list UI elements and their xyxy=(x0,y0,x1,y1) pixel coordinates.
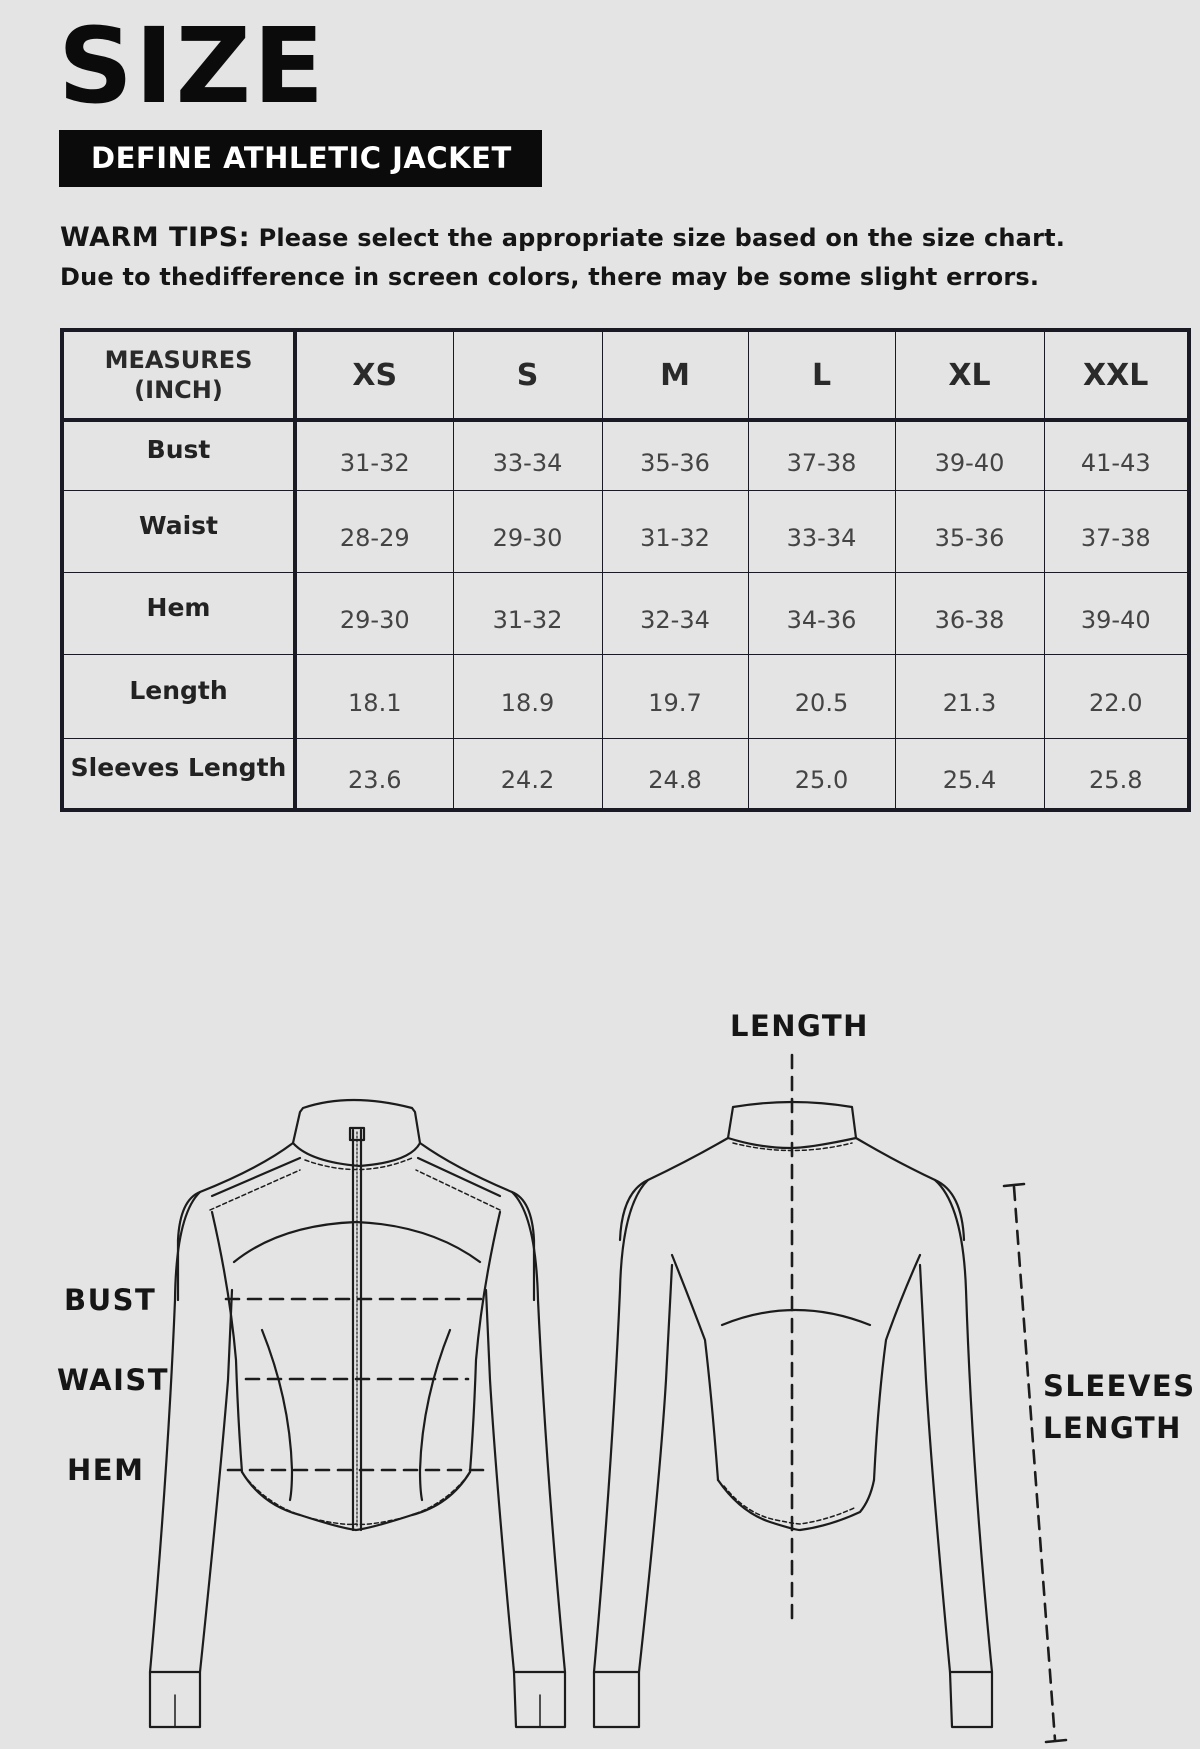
cell-value: 25.4 xyxy=(942,766,997,795)
warm-tips-text: Please select the appropriate size based on the size chart. xyxy=(258,224,1066,252)
length-label: LENGTH xyxy=(730,1009,869,1043)
cell-value: 21.3 xyxy=(942,689,997,717)
cell-value: 37-38 xyxy=(786,448,857,477)
waist-label: WAIST xyxy=(57,1363,170,1397)
row-label: Sleeves Length xyxy=(70,752,287,782)
cell-value: 18.9 xyxy=(500,689,555,717)
cell-value: 20.5 xyxy=(794,689,849,717)
cell-value: 37-38 xyxy=(1080,524,1151,552)
hem-label: HEM xyxy=(67,1453,145,1487)
measures-header-line-1: MEASURES xyxy=(104,346,253,374)
size-header-l: L xyxy=(748,330,895,420)
cell-value: 35-36 xyxy=(934,524,1005,552)
warm-tips-text-2: Due to thedifference in screen colors, there may be some slight errors. xyxy=(60,263,1040,291)
cell-value: 29-30 xyxy=(492,524,563,552)
cell-value: 25.8 xyxy=(1089,766,1143,795)
size-header-xs: XS xyxy=(295,330,453,420)
cell-value: 41-43 xyxy=(1080,448,1151,477)
cell-value: 32-34 xyxy=(640,606,710,634)
cell-value: 33-34 xyxy=(492,448,563,477)
cell-value: 24.8 xyxy=(648,766,702,795)
cell-value: 25.0 xyxy=(794,766,849,795)
measurement-guides xyxy=(226,1055,1055,1740)
cell-value: 31-32 xyxy=(339,448,410,477)
product-name-banner: DEFINE ATHLETIC JACKET xyxy=(59,130,542,187)
row-label: Hem xyxy=(146,592,211,622)
size-header-xxl: XXL xyxy=(1044,330,1189,420)
cell-value: 39-40 xyxy=(934,448,1005,477)
cell-value: 23.6 xyxy=(348,766,402,795)
cell-value: 39-40 xyxy=(1080,606,1151,634)
cell-value: 29-30 xyxy=(339,606,410,634)
sleeves-length-label-line-2: LENGTH xyxy=(1043,1411,1182,1445)
sleeves-length-guide xyxy=(1014,1187,1055,1740)
row-label: Length xyxy=(129,675,228,705)
size-header-s: S xyxy=(453,330,602,420)
cell-value: 19.7 xyxy=(648,689,702,717)
size-header-xl: XL xyxy=(895,330,1044,420)
front-jacket-illustration xyxy=(150,1100,565,1727)
bust-label: BUST xyxy=(64,1283,157,1317)
size-header-m: M xyxy=(602,330,748,420)
cell-value: 34-36 xyxy=(786,606,857,634)
cell-value: 31-32 xyxy=(640,524,710,552)
cell-value: 18.1 xyxy=(348,689,402,717)
cell-value: 24.2 xyxy=(500,766,555,795)
page-title: SIZE xyxy=(58,5,327,127)
row-label: Waist xyxy=(139,510,218,540)
cell-value: 33-34 xyxy=(786,524,857,552)
row-label: Bust xyxy=(146,435,211,465)
warm-tips-label: WARM TIPS: xyxy=(60,222,251,253)
cell-value: 22.0 xyxy=(1089,689,1143,717)
cell-value: 35-36 xyxy=(640,448,710,477)
measures-header-line-2: (INCH) xyxy=(134,376,223,404)
cell-value: 36-38 xyxy=(934,606,1005,634)
sleeves-length-label-line-1: SLEEVES xyxy=(1043,1369,1196,1403)
cell-value: 28-29 xyxy=(339,524,410,552)
cell-value: 31-32 xyxy=(492,606,563,634)
